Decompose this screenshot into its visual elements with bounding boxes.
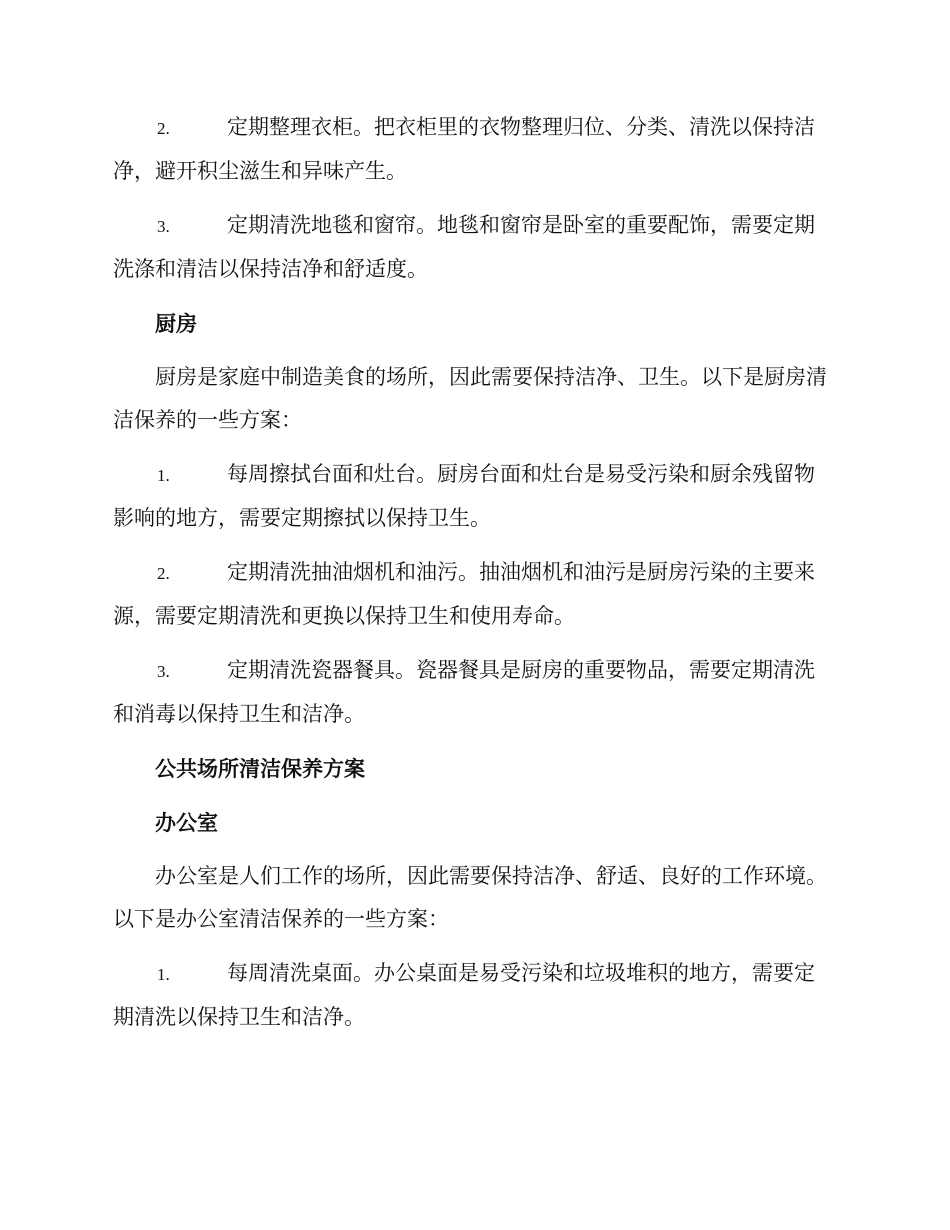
list-item-desk xyxy=(113,952,835,1039)
document-body xyxy=(113,106,835,1050)
list-item-text: 定期清洗瓷器餐具。瓷器餐具是厨房的重要物品，需要定期清洗和消毒以保持卫生和洁净。 xyxy=(113,658,815,726)
list-item-text: 定期清洗抽油烟机和油污。抽油烟机和油污是厨房污染的主要来源，需要定期清洗和更换以保持卫生和使用寿命。 xyxy=(113,560,815,628)
list-item-text: 每周清洗桌面。办公桌面是易受污染和垃圾堆积的地方，需要定期清洗以保持卫生和洁净。 xyxy=(113,961,815,1029)
list-item-countertop xyxy=(113,453,835,540)
list-number: 1. xyxy=(157,466,170,485)
list-number: 3. xyxy=(157,662,170,681)
list-item-range-hood xyxy=(113,551,835,638)
list-number: 2. xyxy=(157,564,170,583)
section-heading-public-places: 公共场所清洁保养方案 xyxy=(155,756,365,781)
list-item-tableware xyxy=(113,649,835,736)
list-item-wardrobe xyxy=(113,106,835,193)
list-number: 3. xyxy=(157,217,170,236)
section-heading-office: 办公室 xyxy=(155,810,218,835)
list-item-text: 定期清洗地毯和窗帘。地毯和窗帘是卧室的重要配饰，需要定期洗涤和清洁以保持洁净和舒适度。 xyxy=(113,213,815,281)
list-number: 2. xyxy=(157,119,170,138)
list-item-text: 每周擦拭台面和灶台。厨房台面和灶台是易受污染和厨余残留物影响的地方，需要定期擦拭以保持卫生。 xyxy=(113,462,815,530)
kitchen-intro-paragraph: 厨房是家庭中制造美食的场所，因此需要保持洁净、卫生。以下是厨房清洁保养的一些方案： xyxy=(113,365,827,432)
list-item-carpet-curtains xyxy=(113,204,835,291)
office-intro-paragraph: 办公室是人们工作的场所，因此需要保持洁净、舒适、良好的工作环境。以下是办公室清洁保养的一些方案： xyxy=(113,864,827,931)
section-heading-kitchen: 厨房 xyxy=(155,311,197,336)
list-item-text: 定期整理衣柜。把衣柜里的衣物整理归位、分类、清洗以保持洁净，避开积尘滋生和异味产生。 xyxy=(113,115,815,183)
list-number: 1. xyxy=(157,965,170,984)
